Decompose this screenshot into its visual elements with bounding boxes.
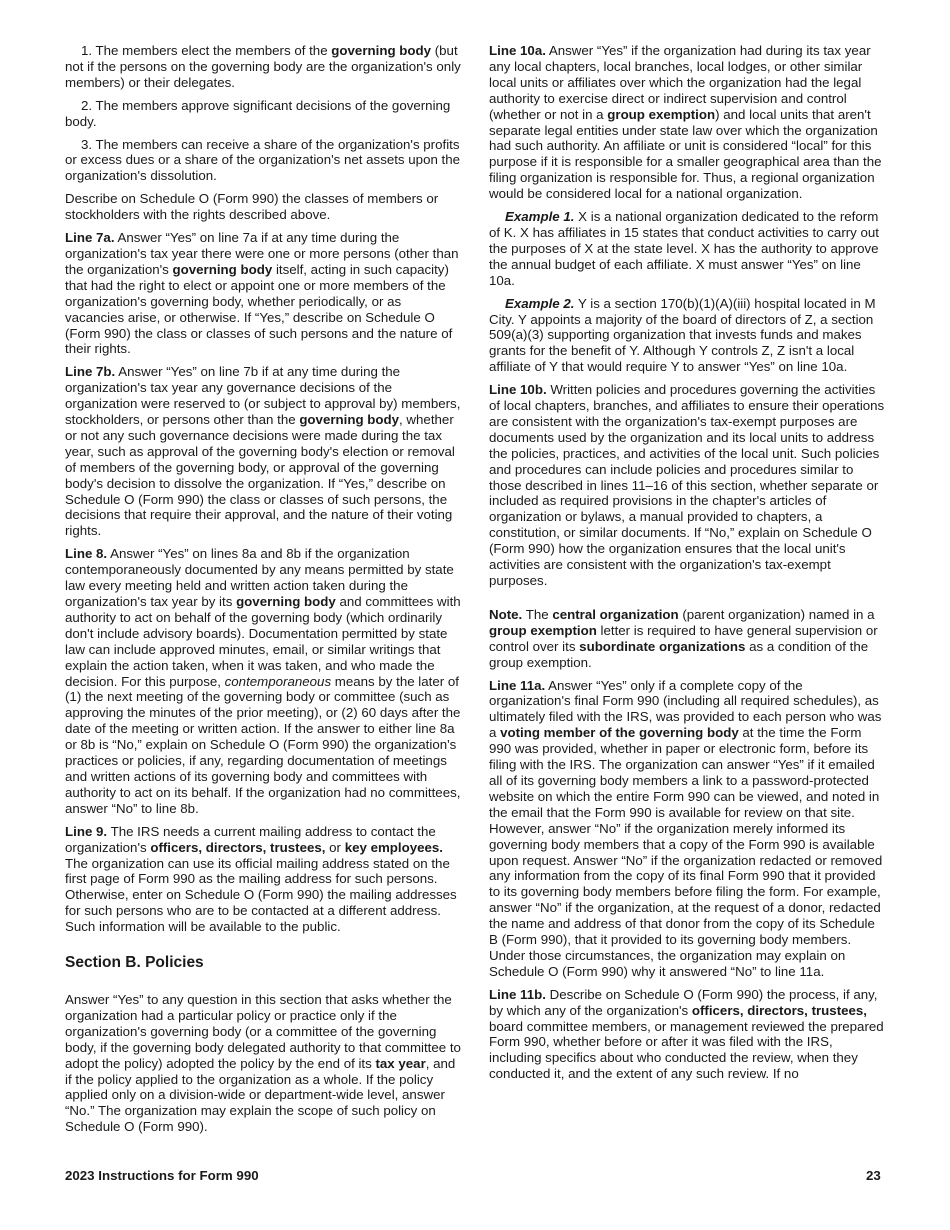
section-b-paragraph: Answer “Yes” to any question in this section that asks whether the organization had a particular policy or practice only if the organization's governing body (or a committee of the governing body, if the governing body delegated authority to that committee to adopt the policy) adopted the policy by the end of its tax year, and if the policy applied to the organization as a whole. If the policy applied only on a division-wide or department-wide level, answer “No.” The organization may explain the scope of such policy on Schedule O (Form 990). bbox=[65, 992, 461, 1135]
line-8-paragraph: Line 8. Answer “Yes” on lines 8a and 8b if the organization contemporaneously documented by any means permitted by state law every meeting held and written action taken during the organization's tax year by its governing body and committees with authority to act on behalf of the governing body (which ordinarily don't include advisory boards). Documentation permitted by state law can include approved minutes, email, or similar writings that explain the action taken, when it was taken, and who made the decision. For this purpose, contemporaneous means by the later of (1) the next meeting of the governing body or committee (such as approving the minutes of the prior meeting), or (2) 60 days after the date of the meeting or written action. If the answer to either line 8a or 8b is “No,” explain on Schedule O (Form 990) the organization's practices or policies, if any, regarding documentation of meetings and written actions of its governing body and committees with authority to act on its behalf. If the organization had no committees, answer “No” to line 8b. bbox=[65, 546, 461, 816]
line-11b-paragraph: Line 11b. Describe on Schedule O (Form 990) the process, if any, by which any of the organization's officers, directors, trustees, board committee members, or management reviewed the prepared Form 990, whether before or after it was filed with the IRS, including specifics about who conducted the review, when they conducted it, and the extent of any such review. If no bbox=[489, 986, 884, 1082]
section-b-heading: Section B. Policies bbox=[65, 954, 204, 972]
right-column bbox=[489, 43, 887, 1089]
list-item-2: 2. The members approve significant decisions of the governing body. bbox=[65, 97, 451, 129]
list-item-3: 3. The members can receive a share of the organization's profits or excess dues or a share of the organization's net assets upon the organization's dissolution. bbox=[65, 136, 461, 184]
list-item-1: 1. The members elect the members of the governing body (but not if the persons on the governing body are the organization's only members) or their delegates. bbox=[65, 43, 461, 90]
note-paragraph: Note. The central organization (parent organization) named in a group exemption letter is required to have general supervision or control over its subordinate organizations as a condition of the group exemption. bbox=[489, 606, 878, 670]
line-7b-paragraph: Line 7b. Answer “Yes” on line 7b if at any time during the organization's tax year any governance decisions of the organization were reserved to (or subject to approval by) members, stockholders, or persons other than the governing body, whether or not any such governance decisions were made during the tax year, such as approval of the governing body's election or removal of members of the governing body, or approval of the governing body's decision to dissolve the organization. If “Yes,” describe on Schedule O (Form 990) the class or classes of such persons, the decisions that require their approval, and the nature of their voting rights. bbox=[65, 364, 461, 539]
example-1-paragraph: Example 1. X is a national organization dedicated to the reform of K. X has affiliates in 15 states that conduct activities to carry out the purposes of X at the state level. X has the authority to approve the annual budget of each affiliate. X must answer “Yes” on line 10a. bbox=[489, 209, 879, 288]
footer-title: 2023 Instructions for Form 990 bbox=[65, 1168, 259, 1183]
page-number: 23 bbox=[866, 1168, 881, 1183]
line-10a-paragraph: Line 10a. Answer “Yes” if the organization had during its tax year any local chapters, local branches, local lodges, or other similar local units or affiliates over which the organization had the legal authority to exercise direct or indirect supervision and control (whether or not in a group exemption) and local units that aren't separate legal entities under state law over which the organization had such authority. An affiliate or unit is considered “local” for this purpose if it is responsible for a smaller geographical area than the filing organization is responsible for. Thus, a regional organization would be considered local for a national organization. bbox=[489, 43, 882, 202]
left-column bbox=[65, 43, 462, 1142]
line-11a-paragraph: Line 11a. Answer “Yes” only if a complete copy of the organization's final Form 990 (including all required schedules), as ultimately filed with the IRS, was provided to each person who was a voting member of the governing body at the time the Form 990 was provided, whether in paper or electronic form, before its filing with the IRS. The organization can answer “Yes” if it emailed all of its governing body members a link to a password-protected website on which the entire Form 990 can be viewed, and noted in the email that the Form 990 is available for review on that site. However, answer “No” if the organization merely informed its governing body members that a copy of the Form 990 is available upon request. Answer “No” if the organization redacted or removed any information from the copy of its final Form 990 that it provided to its governing body members before filing the form. For example, answer “No” if the organization, at the request of a donor, redacted the name and address of that donor from the copy of its Schedule B (Form 990), that it provided to its governing body members. Under those circumstances, the organization may explain on Schedule O (Form 990) why it answered “No” to line 11a. bbox=[489, 677, 883, 979]
describe-paragraph: Describe on Schedule O (Form 990) the classes of members or stockholders with the rights described above. bbox=[65, 191, 439, 223]
line-9-paragraph: Line 9. The IRS needs a current mailing address to contact the organization's officers, directors, trustees, or key employees. The organization can use its official mailing address stated on the first page of Form 990 as the mailing address for such persons. Otherwise, enter on Schedule O (Form 990) the mailing addresses for such persons who are to be contacted at a different address. Such information will be available to the public. bbox=[65, 823, 457, 935]
line-10b-paragraph: Line 10b. Written policies and procedures governing the activities of local chapters, branches, and affiliates to ensure their operations are consistent with the organization's tax-exempt purposes are documents used by the organization and its local units to address the policies, practices, and activities of the local unit. Such policies and procedures can include policies and procedures similar to those described in lines 11–16 of this section, whether separate or included as required provisions in the chapter's articles of organization or bylaws, a manual provided to chapters, a constitution, or similar documents. If “No,” explain on Schedule O (Form 990) how the organization ensures that the local unit's activities are consistent with the organization's tax-exempt purposes. bbox=[489, 382, 885, 588]
example-2-paragraph: Example 2. Y is a section 170(b)(1)(A)(iii) hospital located in M City. Y appoints a majority of the board of directors of Z, a section 509(a)(3) supporting organization that invests funds and makes grants for the benefit of Y. Although Y controls Z, Z isn't a local affiliate of Y that would require Y to answer “Yes” on line 10a. bbox=[489, 295, 876, 375]
line-7a-paragraph: Line 7a. Answer “Yes” on line 7a if at any time during the organization's tax year there were one or more persons (other than the organization's governing body itself, acting in such capacity) that had the right to elect or appoint one or more members of the organization's governing body, whether periodically, or as vacancies arise, or otherwise. If “Yes,” describe on Schedule O (Form 990) the class or classes of such persons and the nature of their rights. bbox=[65, 230, 459, 357]
